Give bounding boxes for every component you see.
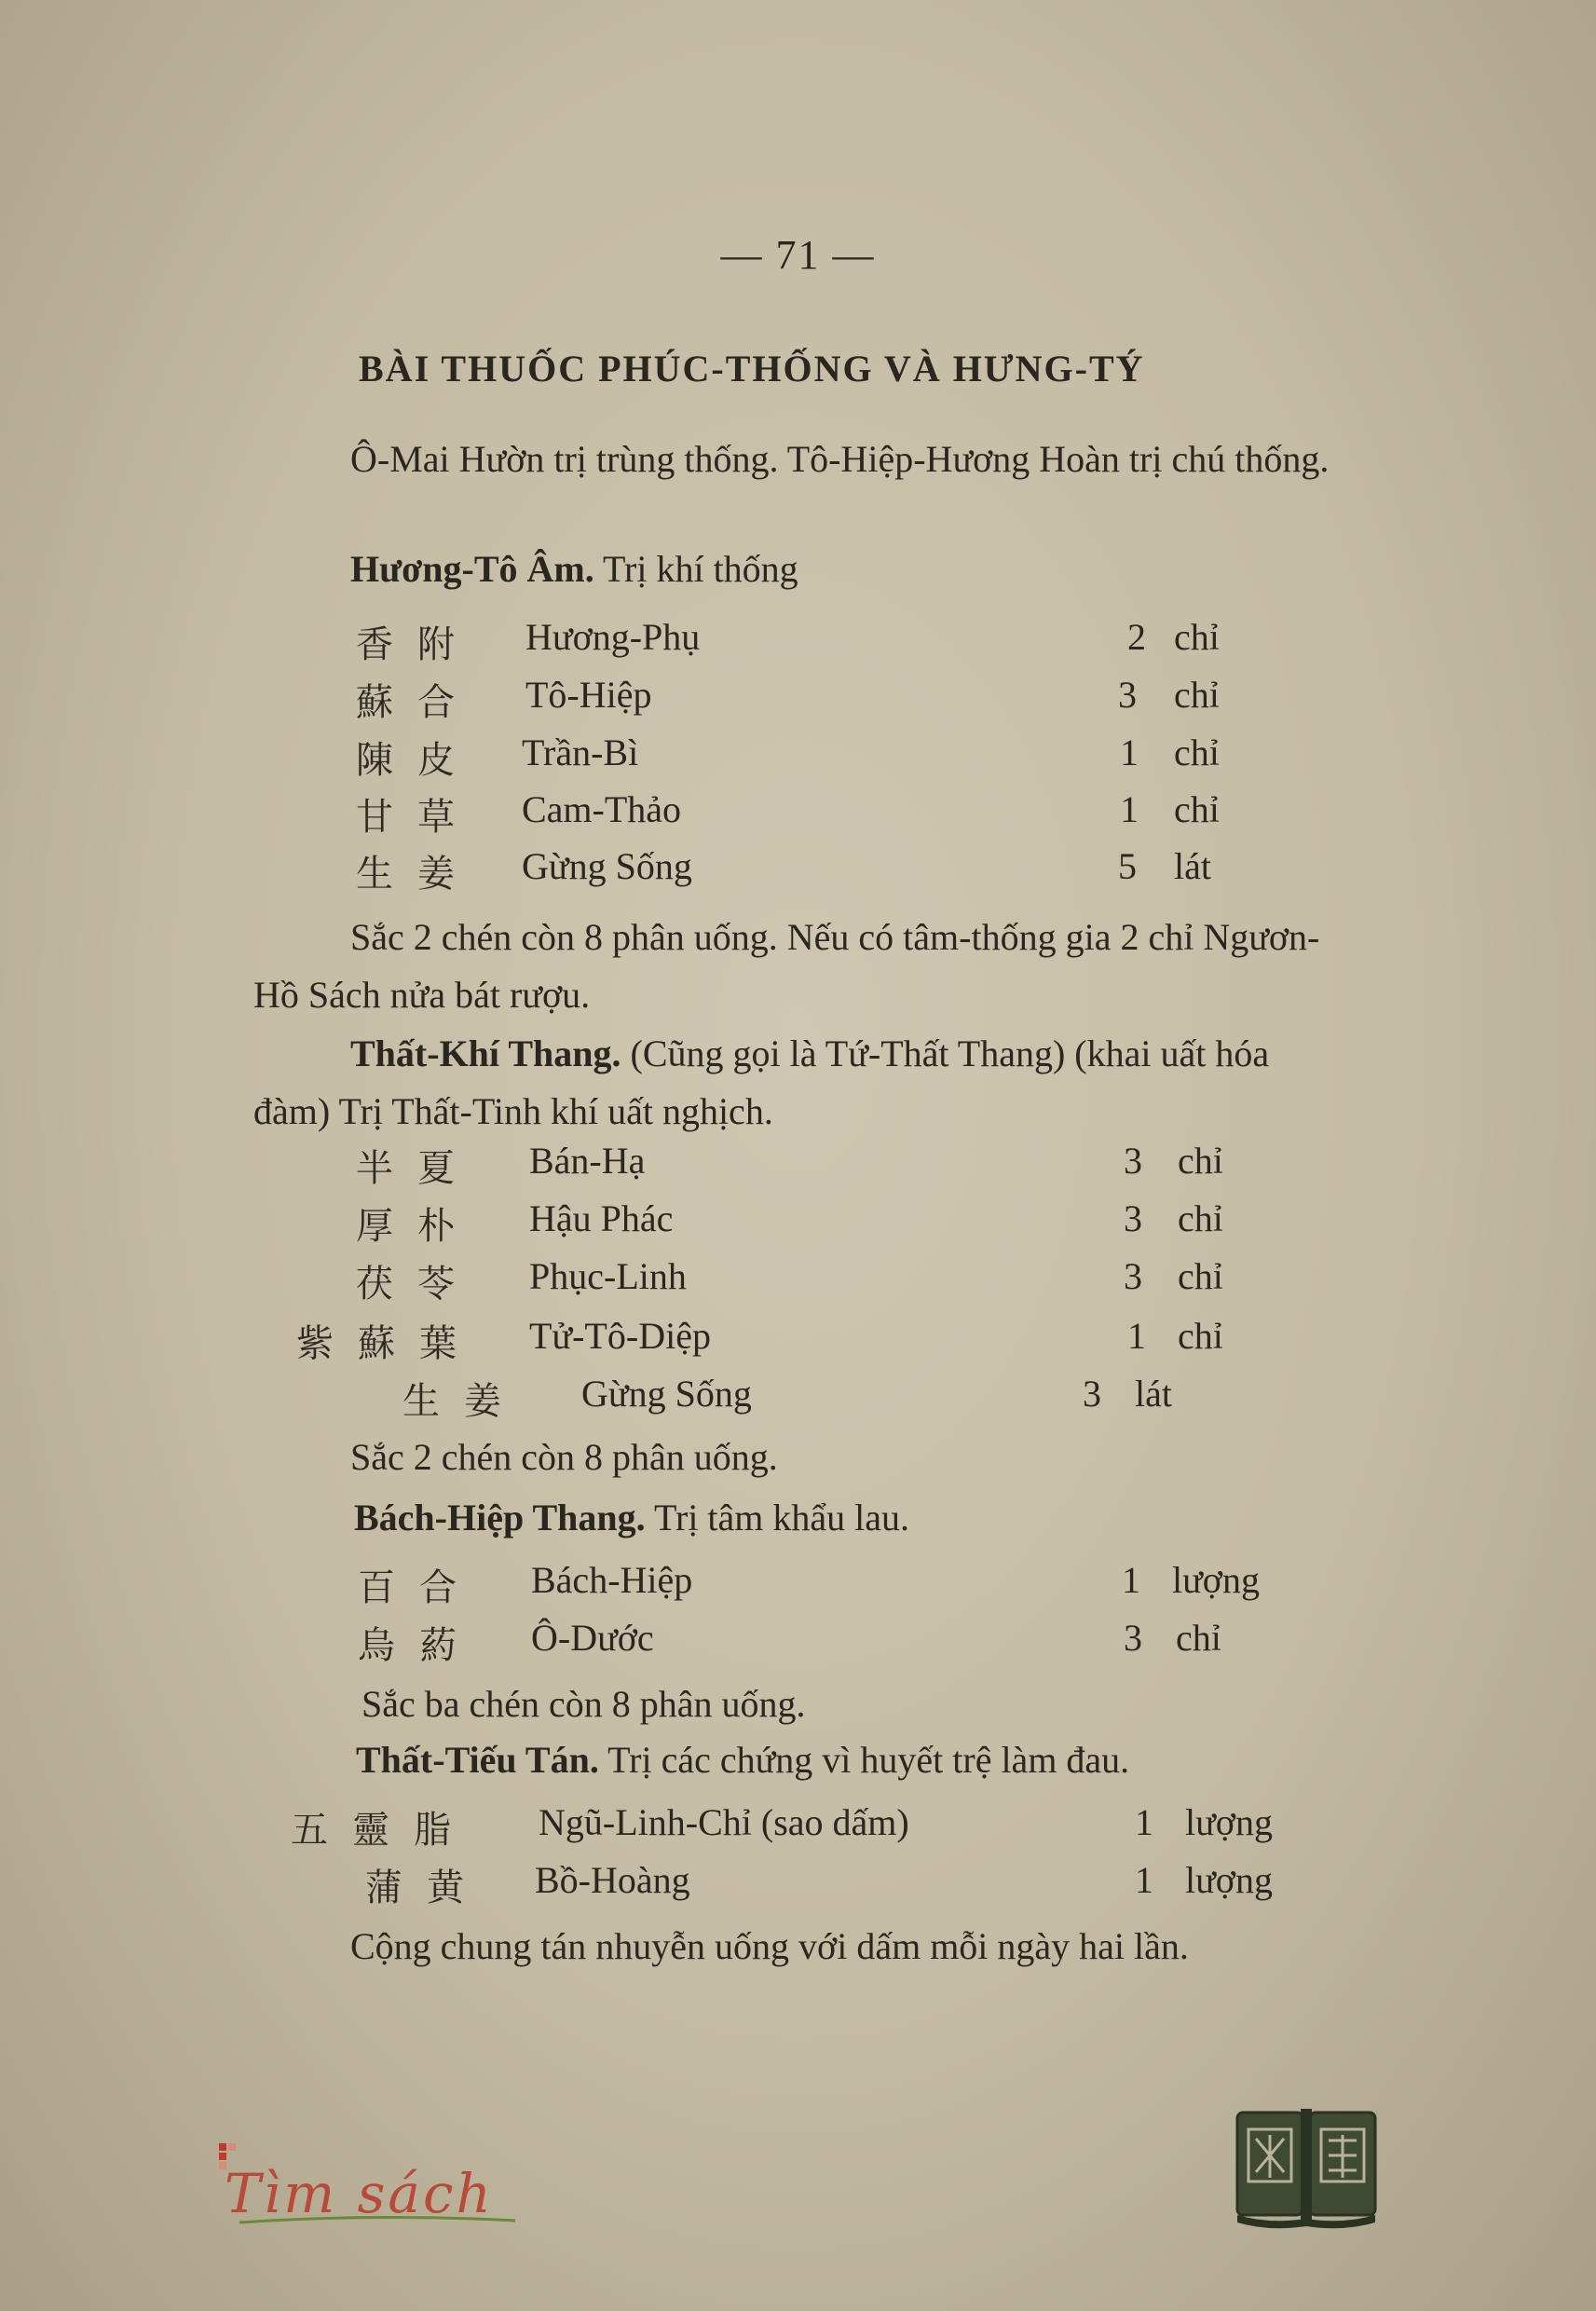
han-characters: 百合 xyxy=(358,1566,481,1609)
preparation-note: Cộng chung tán nhuyễn uống với dấm mỗi ngày hai lần. xyxy=(350,1925,1189,1967)
ingredient-qty: 3 xyxy=(1124,1255,1142,1297)
han-characters: 甘草 xyxy=(356,796,479,839)
han-characters: 茯苓 xyxy=(356,1263,479,1306)
ingredient-unit: chỉ xyxy=(1178,1140,1223,1182)
recipe-indication: (Cũng gọi là Tứ-Thất Thang) (khai uất hóa đàm) Trị Thất-Tinh khí uất nghịch. xyxy=(253,1032,1270,1132)
recipe-name: Thất-Tiếu Tán. xyxy=(356,1739,599,1781)
ingredient-name: Bách-Hiệp xyxy=(531,1559,693,1601)
ingredient-unit: chỉ xyxy=(1174,674,1220,716)
ingredient-unit: chỉ xyxy=(1178,1315,1223,1357)
intro-paragraph: Ô-Mai Hườn trị trùng thống. Tô-Hiệp-Hương Hoàn trị chú thống. xyxy=(350,438,1330,480)
ingredient-unit: chỉ xyxy=(1176,1617,1221,1659)
ingredient-unit: chỉ xyxy=(1178,1255,1223,1297)
han-characters: 生姜 xyxy=(402,1380,525,1423)
han-characters: 蒲黄 xyxy=(365,1867,488,1909)
ingredient-name: Hương-Phụ xyxy=(525,616,701,658)
ingredient-unit: chỉ xyxy=(1174,788,1220,830)
ingredient-qty: 1 xyxy=(1120,732,1139,773)
page-title: BÀI THUỐC PHÚC-THỐNG VÀ HƯNG-TÝ xyxy=(359,348,1145,390)
preparation-note: Sắc ba chén còn 8 phân uống. xyxy=(361,1683,806,1725)
ingredient-unit: lượng xyxy=(1185,1801,1273,1843)
recipe-indication: Trị tâm khẩu lau. xyxy=(645,1497,910,1538)
ingredient-name: Bồ-Hoàng xyxy=(535,1859,690,1901)
ingredient-name: Ngũ-Linh-Chỉ (sao dấm) xyxy=(539,1801,909,1843)
ingredient-qty: 1 xyxy=(1120,788,1139,830)
recipe-indication: Trị các chứng vì huyết trệ làm đau. xyxy=(598,1739,1130,1781)
ingredient-qty: 3 xyxy=(1118,674,1137,716)
recipe-name: Thất-Khí Thang. xyxy=(350,1032,621,1074)
han-characters: 五靈脂 xyxy=(291,1809,475,1852)
timsach-logo[interactable] xyxy=(219,2143,517,2227)
preparation-note: Sắc 2 chén còn 8 phân uống. Nếu có tâm-thống gia 2 chỉ Ngươn-Hồ Sách nửa bát rượu. xyxy=(253,916,1320,1016)
ingredient-name: Phục-Linh xyxy=(529,1255,687,1297)
recipe-heading-1 xyxy=(350,547,798,591)
ingredient-name: Tô-Hiệp xyxy=(525,674,652,716)
recipe-heading-4 xyxy=(356,1738,1129,1782)
ingredient-qty: 1 xyxy=(1135,1801,1153,1843)
ingredient-unit: lát xyxy=(1135,1373,1172,1415)
ingredient-unit: lát xyxy=(1174,845,1211,887)
ingredient-unit: chỉ xyxy=(1174,732,1220,773)
recipe-name: Hương-Tô Âm. xyxy=(350,548,594,590)
han-characters: 香附 xyxy=(356,623,479,666)
ingredient-qty: 1 xyxy=(1135,1859,1153,1901)
recipe-heading-3 xyxy=(354,1496,909,1539)
ingredient-name: Trần-Bì xyxy=(522,732,639,773)
logo-swoosh-icon xyxy=(238,2213,517,2226)
logo-text: Tìm sách xyxy=(225,2162,494,2225)
ingredient-qty: 5 xyxy=(1118,845,1137,887)
ingredient-qty: 3 xyxy=(1083,1373,1101,1415)
ingredient-name: Cam-Thảo xyxy=(522,788,682,830)
ingredient-unit: chỉ xyxy=(1178,1197,1223,1239)
preparation-note: Sắc 2 chén còn 8 phân uống. xyxy=(350,1436,778,1478)
recipe-indication: Trị khí thống xyxy=(593,548,798,590)
han-characters: 半夏 xyxy=(356,1147,479,1190)
ingredient-qty: 3 xyxy=(1124,1197,1142,1239)
han-characters: 陳皮 xyxy=(356,739,479,782)
han-characters: 生姜 xyxy=(356,853,479,896)
ingredient-qty: 3 xyxy=(1124,1140,1142,1182)
ingredient-qty: 3 xyxy=(1124,1617,1142,1659)
ingredient-name: Tử-Tô-Diệp xyxy=(529,1315,711,1357)
recipe-heading-2 xyxy=(253,1025,1334,1141)
han-characters: 厚朴 xyxy=(356,1205,479,1248)
ingredient-unit: chỉ xyxy=(1174,616,1220,658)
han-characters: 烏葯 xyxy=(358,1624,481,1667)
open-book-icon[interactable] xyxy=(1232,2101,1381,2232)
ingredient-qty: 1 xyxy=(1122,1559,1140,1601)
ingredient-unit: lượng xyxy=(1185,1859,1273,1901)
han-characters: 紫蘇葉 xyxy=(296,1322,481,1365)
ingredient-name: Gừng Sống xyxy=(522,845,692,887)
ingredient-name: Bán-Hạ xyxy=(529,1140,646,1182)
recipe-name: Bách-Hiệp Thang. xyxy=(354,1497,646,1538)
ingredient-name: Gừng Sống xyxy=(581,1373,752,1415)
ingredient-qty: 2 xyxy=(1127,616,1146,658)
ingredient-qty: 1 xyxy=(1127,1315,1146,1357)
page-number: — 71 — xyxy=(720,232,876,278)
han-characters: 蘇合 xyxy=(356,681,479,724)
ingredient-name: Hậu Phác xyxy=(529,1197,674,1239)
ingredient-name: Ô-Dước xyxy=(531,1617,654,1659)
ingredient-unit: lượng xyxy=(1172,1559,1260,1601)
